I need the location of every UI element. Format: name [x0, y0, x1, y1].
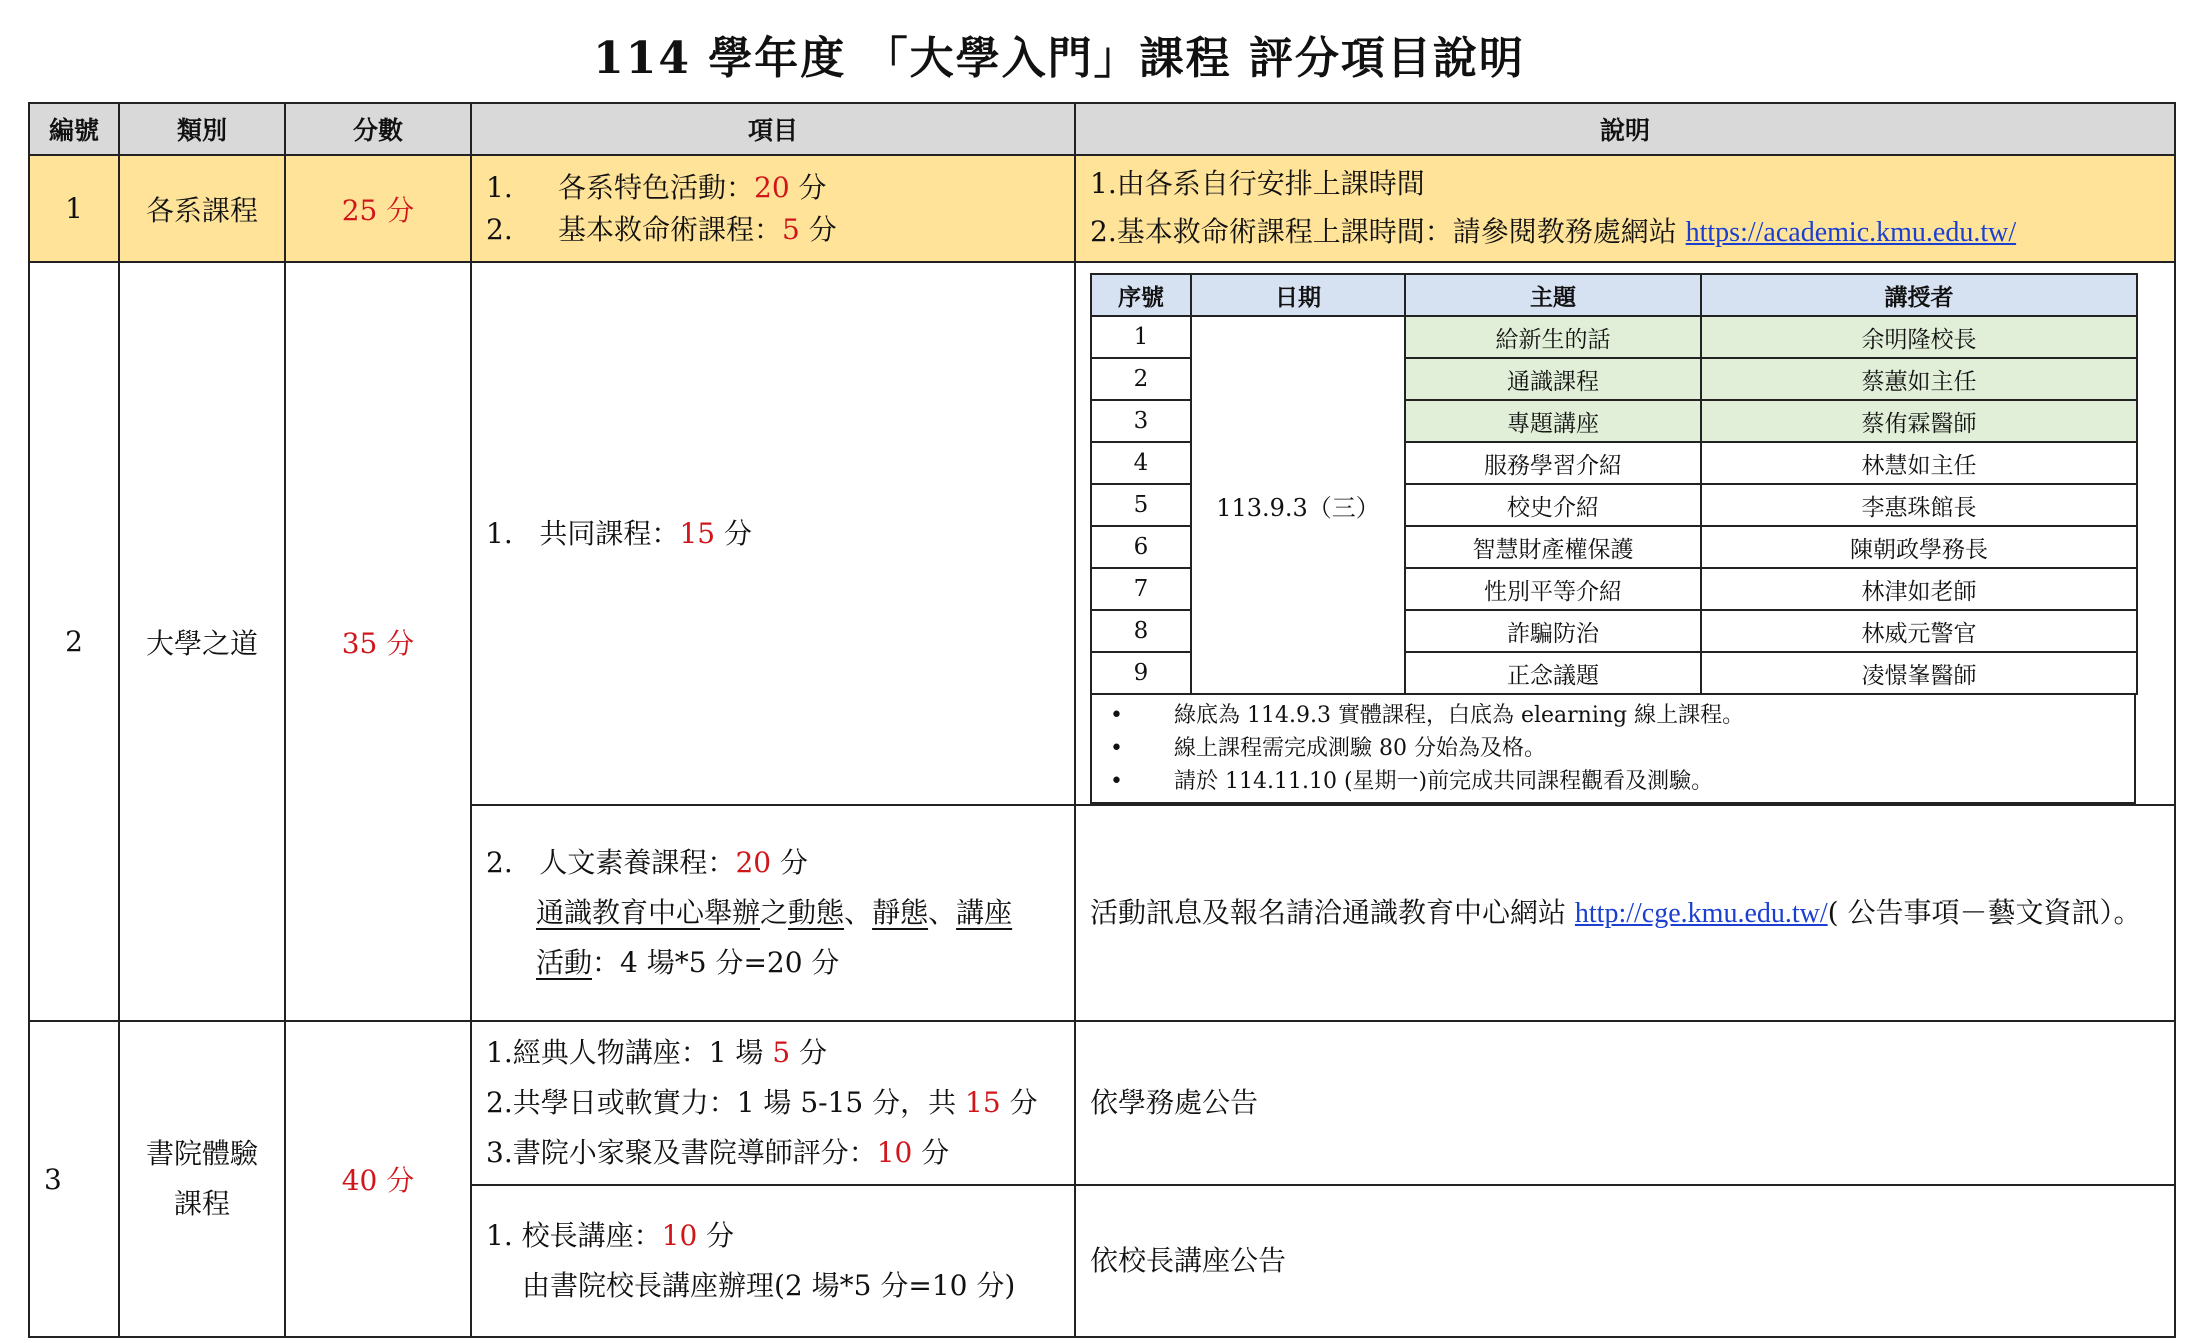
cge-link[interactable]: http://cge.kmu.edu.tw/ [1574, 897, 1828, 929]
academic-link[interactable]: https://academic.kmu.edu.tw/ [1685, 217, 2017, 248]
schedule-row: 5 校史介紹 李惠珠館長 [1091, 484, 2137, 526]
list-item: • 請於 114.11.10 (星期一)前完成共同課程觀看及測驗。 [1110, 769, 1714, 794]
row-items [471, 1021, 1075, 1185]
row-score: 25 分 [285, 155, 471, 262]
table-row [29, 1021, 2175, 1185]
table-row [29, 262, 2175, 805]
row-number: 3 [29, 1021, 119, 1337]
row-items: 2. 人文素養課程：20 分 通識教育中心舉辦之動態、靜態、講座 活動：4 場*5 分=20 分 [471, 805, 1075, 1021]
row-description: 依校長講座公告 [1075, 1185, 2175, 1337]
scoring-table [28, 102, 2176, 1338]
list-item: 1.經典人物講座：1 場 5 分 [486, 1036, 828, 1069]
row-items: 1. 校長講座：10 分 由書院校長講座辦理(2 場*5 分=10 分) [471, 1185, 1075, 1337]
schedule-row: 3 專題講座 蔡侑霖醫師 [1091, 400, 2137, 442]
list-item: • 綠底為 114.9.3 實體課程，白底為 elearning 線上課程。 [1110, 703, 1745, 728]
schedule-notes [1090, 695, 2136, 804]
schedule-table [1090, 273, 2138, 695]
list-item: • 線上課程需完成測驗 80 分始為及格。 [1110, 736, 1546, 761]
schedule-date: 113.9.3（三） [1191, 316, 1405, 694]
page-title: 114 學年度 「大學入門」課程 評分項目說明 [593, 33, 1525, 84]
schedule-header-topic: 主題 [1405, 274, 1701, 316]
schedule-cell [1075, 262, 2175, 805]
row-score: 40 分 [285, 1021, 471, 1337]
list-item: 2. 基本救命術課程：5 分 [486, 212, 837, 246]
row-description: 活動訊息及報名請洽通識教育中心網站 http://cge.kmu.edu.tw/( 公告事項－藝文資訊）。 [1075, 805, 2175, 1021]
row-category: 大學之道 [119, 262, 285, 1021]
row-description: 1.由各系自行安排上課時間 2.基本救命術課程上課時間：請參閱教務處網站 https://academic.kmu.edu.tw/ [1075, 155, 2175, 262]
header-row [29, 103, 2175, 155]
row-number: 2 [29, 262, 119, 1021]
header-desc: 說明 [1075, 103, 2175, 155]
list-item: 1. 各系特色活動：20 分 [486, 170, 827, 204]
row-category: 各系課程 [119, 155, 285, 262]
header-category: 類別 [119, 103, 285, 155]
schedule-header-date: 日期 [1191, 274, 1405, 316]
header-score: 分數 [285, 103, 471, 155]
schedule-row: 6 智慧財產權保護 陳朝政學務長 [1091, 526, 2137, 568]
list-item: 2.共學日或軟實力：1 場 5-15 分，共 15 分 [486, 1086, 1038, 1119]
list-item: 3.書院小家聚及書院導師評分：10 分 [486, 1136, 950, 1169]
table-row [29, 155, 2175, 262]
row-items [471, 155, 1075, 262]
schedule-row: 4 服務學習介紹 林慧如主任 [1091, 442, 2137, 484]
schedule-row: 2 通識課程 蔡蕙如主任 [1091, 358, 2137, 400]
row-number: 1 [29, 155, 119, 262]
row-score: 35 分 [285, 262, 471, 1021]
header-no: 編號 [29, 103, 119, 155]
schedule-header-no: 序號 [1091, 274, 1191, 316]
schedule-row: 8 詐騙防治 林威元警官 [1091, 610, 2137, 652]
row-description: 依學務處公告 [1075, 1021, 2175, 1185]
schedule-header-speaker: 講授者 [1701, 274, 2137, 316]
schedule-row: 9 正念議題 凌憬峯醫師 [1091, 652, 2137, 694]
row-category: 書院體驗 課程 [119, 1021, 285, 1337]
header-item: 項目 [471, 103, 1075, 155]
schedule-row: 7 性別平等介紹 林津如老師 [1091, 568, 2137, 610]
row-items: 1. 共同課程：15 分 [471, 262, 1075, 805]
schedule-row: 1 113.9.3（三） 給新生的話 余明隆校長 [1091, 316, 2137, 358]
